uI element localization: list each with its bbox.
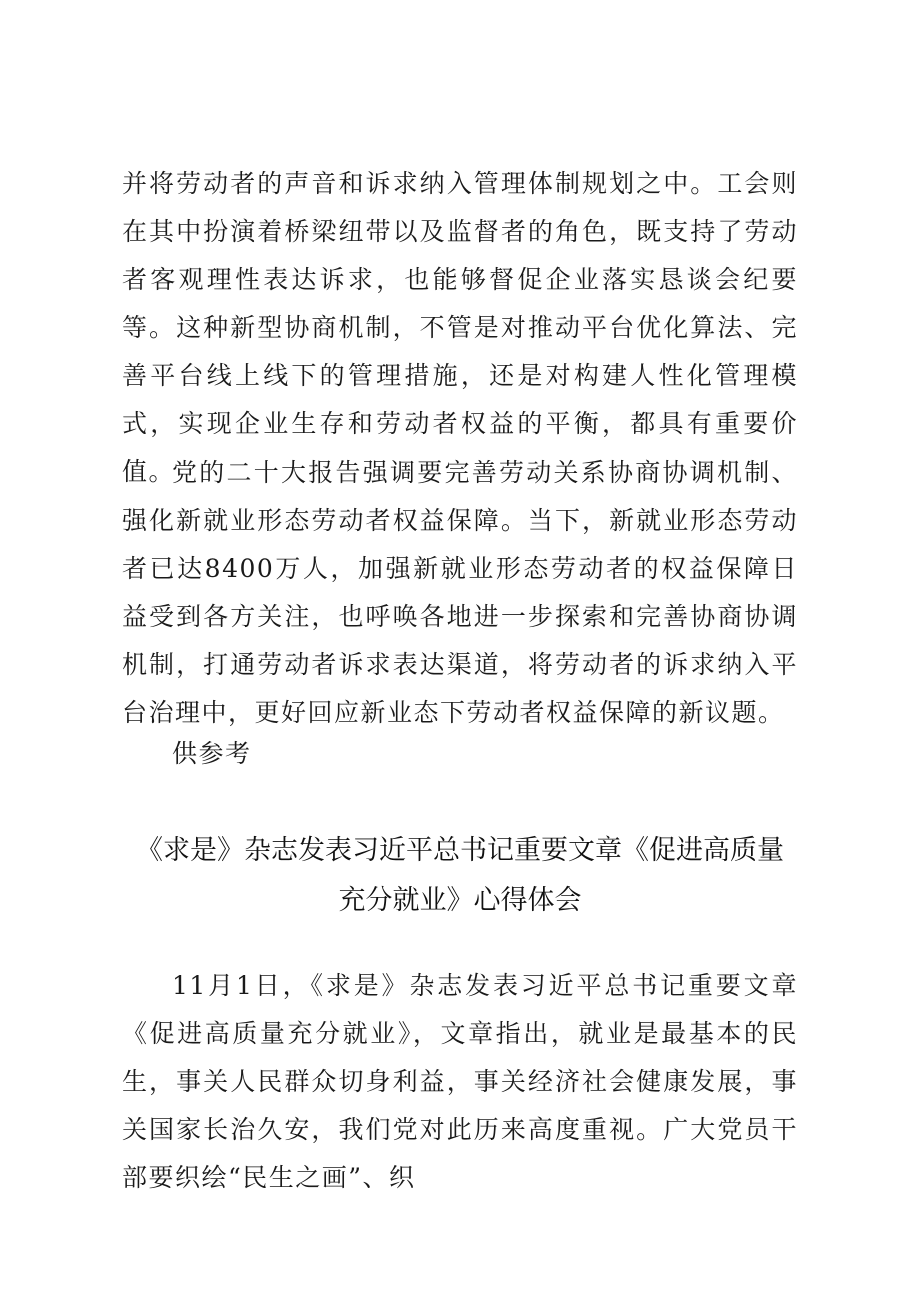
body-paragraph-2: 党的二十大报告强调要完善劳动关系协商协调机制、强化新就业形态劳动者权益保障。当下，新就业形态劳动者已达8400万人，加强新就业形态劳动者的权益保障日益受到各方关注，也呼唤各地进一步探索和完善协商协调机制，打通劳动者诉求表达渠道，将劳动者的诉求纳入平台治理中，更好回应新业态下劳动者权益保障的新议题。 bbox=[122, 458, 798, 727]
article-title-line-1: 《求是》杂志发表习近平总书记重要文章《促进高质量 bbox=[136, 835, 784, 866]
article-title-line-2: 充分就业》心得体会 bbox=[338, 885, 582, 916]
body-paragraph-3: 11月1日，《求是》杂志发表习近平总书记重要文章《促进高质量充分就业》，文章指出，就业是最基本的民生，事关人民群众切身利益，事关经济社会健康发展，事关国家长治久安，我们党对此历来高度重视。广大党员干部要织绘“民生之画”、织 bbox=[122, 971, 798, 1192]
reference-note: 供参考 bbox=[172, 739, 252, 768]
body-paragraph-1: 并将劳动者的声音和诉求纳入管理体制规划之中。工会则在其中扮演着桥梁纽带以及监督者的角色，既支持了劳动者客观理性表达诉求，也能够督促企业落实恳谈会纪要等。这种新型协商机制，不管是对推动平台优化算法、完善平台线上线下的管理措施，还是对构建人性化管理模式，实现企业生存和劳动者权益的平衡，都具有重要价值。 bbox=[122, 169, 798, 486]
article-title bbox=[122, 826, 798, 926]
